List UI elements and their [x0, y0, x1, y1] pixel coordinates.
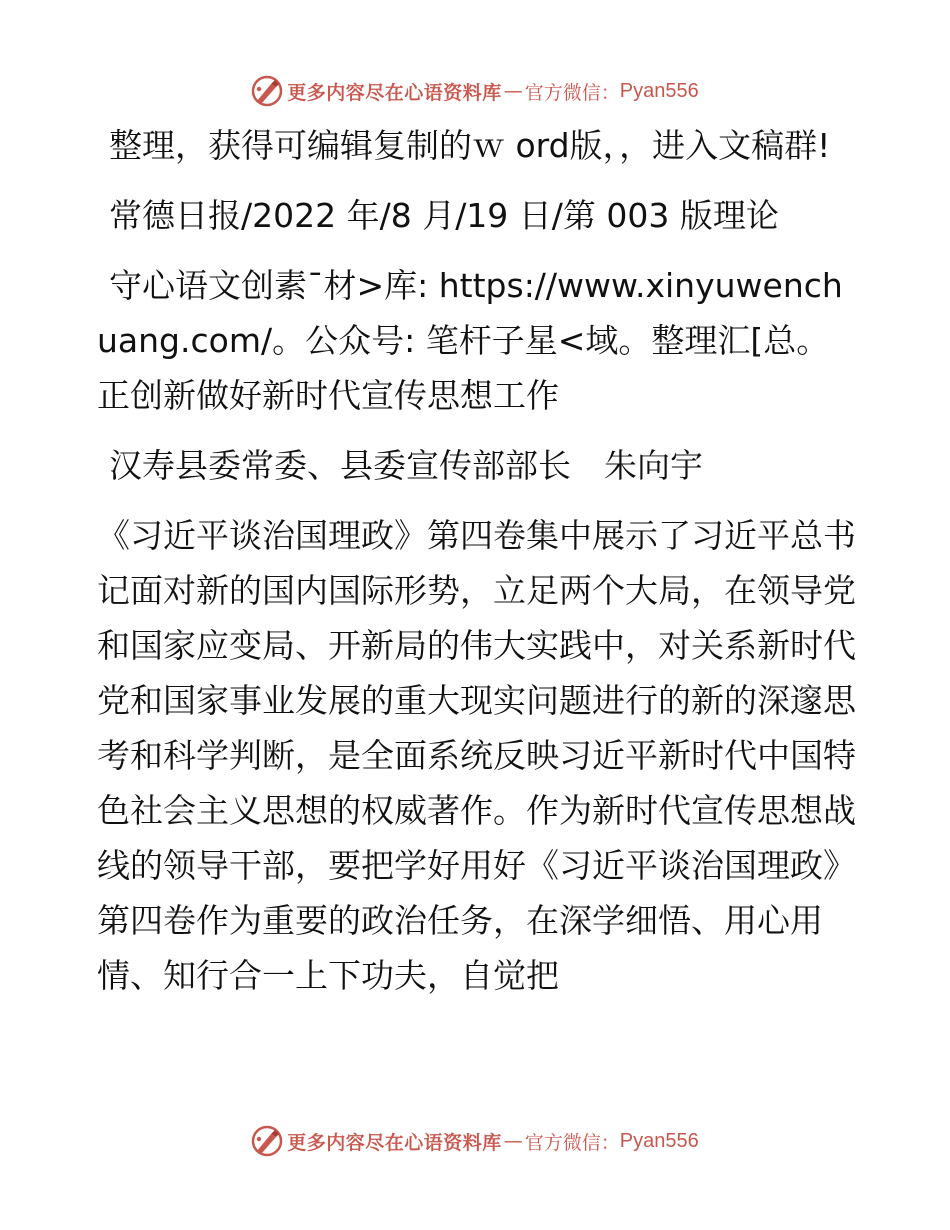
- pen-nib-logo-icon: [251, 1125, 283, 1157]
- footer-separator: —: [503, 1130, 523, 1152]
- header-banner: [0, 71, 950, 111]
- body-paragraph: 《习近平谈治国理政》第四卷集中展示了习近平总书记面对新的国内国际形势，立足两个大局，在领导党和国家应变局、开新局的伟大实践中，对关系新时代党和国家事业发展的重大现实问题进行的新的深邃思考和科学判断，是全面系统反映习近平新时代中国特色社会主义思想的权威著作。作为新时代宣传思想战线的领导干部，要把学好用好《习近平谈治国理政》第四卷作为重要的政治任务，在深学细悟、用心用情、知行合一上下功夫，自觉把: [97, 516, 856, 995]
- banner-main-text: 更多内容尽在心语资料库: [287, 81, 502, 104]
- banner-wechat-id: Pyan556: [619, 79, 699, 102]
- site-line: 守心语文创素¯材>库: https://www.xinyuwenchuang.com/。公众号: 笔杆子星<域。整理汇[总。正创新做好新时代宣传思想工作: [97, 266, 843, 415]
- intro-line: 整理，获得可编辑复制的ｗ ord版，，进入文稿群!: [109, 126, 831, 165]
- source-line: 常德日报/2022 年/8 月/19 日/第 003 版理论: [109, 196, 779, 235]
- footer-banner: [0, 1121, 950, 1161]
- author-line: 汉寿县委常委、县委宣传部部长 朱向宇: [109, 446, 703, 485]
- footer-main-text: 更多内容尽在心语资料库: [287, 1131, 502, 1154]
- banner-separator: —: [503, 80, 523, 102]
- footer-wechat-id: Pyan556: [619, 1129, 699, 1152]
- pen-nib-logo-icon: [251, 75, 283, 107]
- footer-sub-text: 官方微信：: [524, 1131, 620, 1154]
- document-body: [97, 118, 857, 1003]
- banner-sub-text: 官方微信：: [524, 81, 620, 104]
